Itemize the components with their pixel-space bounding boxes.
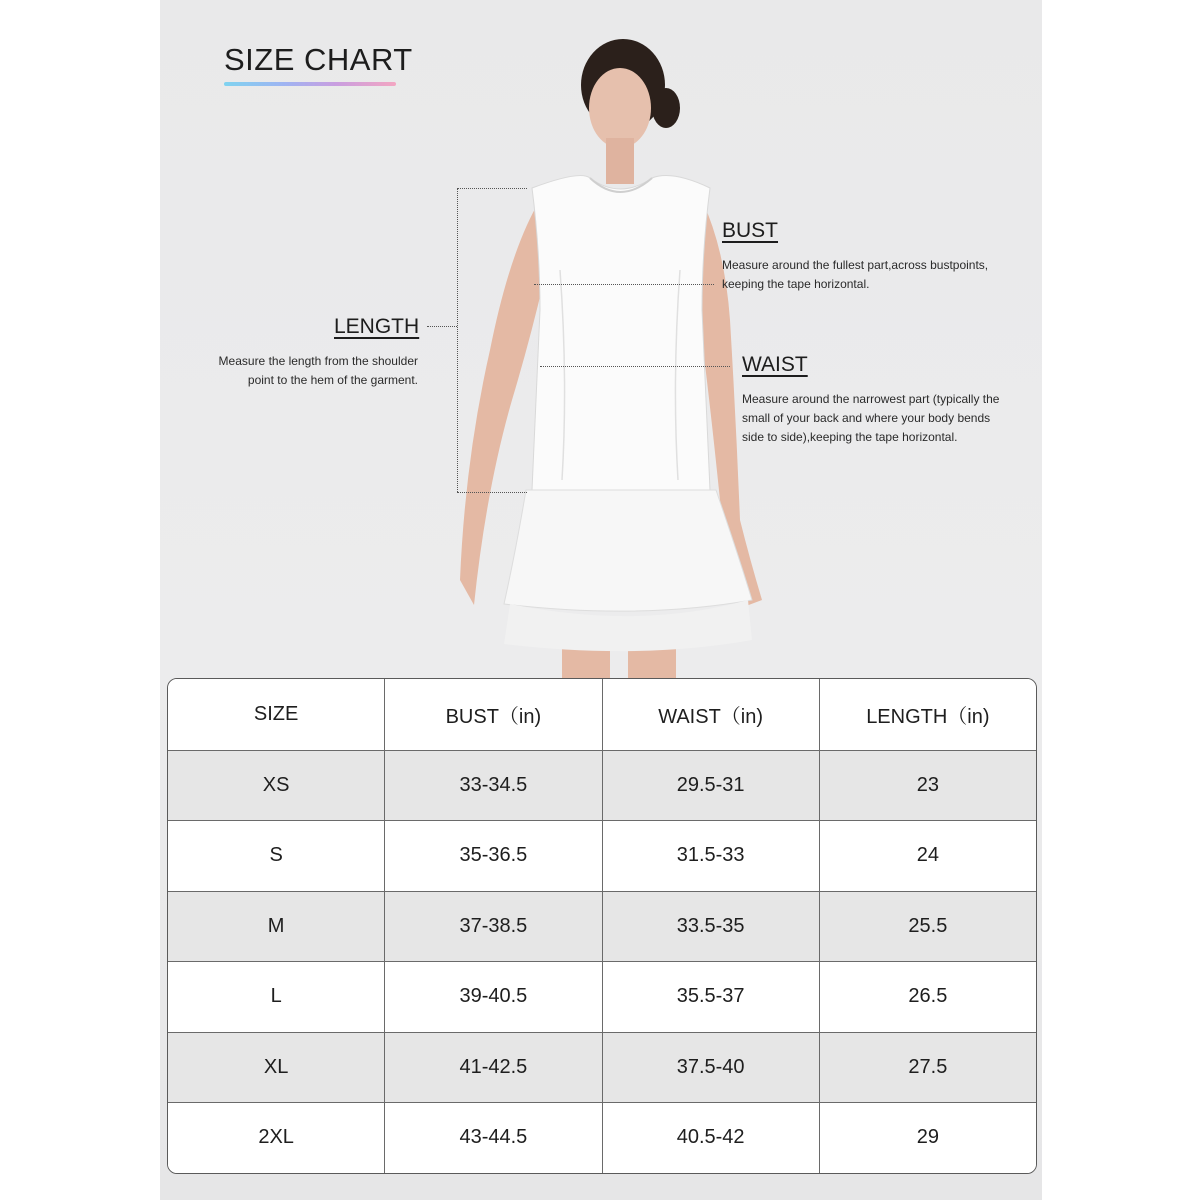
table-header-cell: WAIST（in) xyxy=(602,679,819,750)
table-cell: 43-44.5 xyxy=(384,1103,601,1173)
length-guide-vertical xyxy=(457,188,458,492)
size-table xyxy=(167,678,1037,1174)
table-header-cell: LENGTH（in) xyxy=(819,679,1036,750)
table-cell: L xyxy=(270,985,282,1008)
length-label-connector xyxy=(427,326,457,327)
length-guide-bottom xyxy=(457,492,527,493)
waist-guide xyxy=(540,366,730,367)
table-header-row xyxy=(168,679,1036,750)
page-title: SIZE CHART xyxy=(224,42,413,77)
waist-label: WAIST xyxy=(742,353,808,376)
table-cell: 37-38.5 xyxy=(384,892,601,962)
waist-desc-line: small of your back and where your body bends xyxy=(742,411,991,425)
table-row xyxy=(168,820,1036,891)
table-header-cell: BUST（in) xyxy=(384,679,601,750)
table-cell: 33.5-35 xyxy=(602,892,819,962)
table-cell: 29 xyxy=(819,1103,1036,1173)
table-cell: 35-36.5 xyxy=(384,821,601,891)
table-cell: 33-34.5 xyxy=(384,751,601,821)
table-cell: S xyxy=(269,844,283,867)
table-cell: XL xyxy=(263,1055,289,1078)
table-row xyxy=(168,891,1036,962)
bust-label: BUST xyxy=(722,219,779,242)
table-cell: 35.5-37 xyxy=(602,962,819,1032)
table-row xyxy=(168,1032,1036,1103)
waist-desc-line: Measure around the narrowest part (typically the xyxy=(742,392,1000,406)
table-cell: 41-42.5 xyxy=(384,1033,601,1103)
table-cell: 37.5-40 xyxy=(602,1033,819,1103)
bust-description xyxy=(722,256,988,294)
table-cell: M xyxy=(267,914,285,937)
table-cell: 39-40.5 xyxy=(384,962,601,1032)
table-cell: 31.5-33 xyxy=(602,821,819,891)
table-cell: 23 xyxy=(819,751,1036,821)
table-cell: 29.5-31 xyxy=(602,751,819,821)
table-row xyxy=(168,750,1036,821)
table-cell: 2XL xyxy=(258,1126,294,1149)
bust-desc-line: Measure around the fullest part,across bustpoints, xyxy=(722,258,989,272)
waist-description xyxy=(742,390,999,447)
model-illustration xyxy=(440,20,780,680)
length-desc-line: Measure the length from the shoulder xyxy=(218,354,418,368)
table-row xyxy=(168,961,1036,1032)
bust-guide xyxy=(534,284,714,285)
length-desc-line: point to the hem of the garment. xyxy=(247,373,418,387)
table-cell: 40.5-42 xyxy=(602,1103,819,1173)
waist-desc-line: side to side),keeping the tape horizontal. xyxy=(742,430,958,444)
table-row xyxy=(168,1102,1036,1173)
table-header-cell: SIZE xyxy=(253,702,299,725)
title-underline xyxy=(224,82,396,86)
table-cell: 24 xyxy=(819,821,1036,891)
table-cell: 27.5 xyxy=(819,1033,1036,1103)
table-cell: 26.5 xyxy=(819,962,1036,1032)
length-label: LENGTH xyxy=(334,315,420,338)
table-cell: 25.5 xyxy=(819,892,1036,962)
length-description xyxy=(190,352,418,390)
bust-desc-line: keeping the tape horizontal. xyxy=(722,277,870,291)
length-guide-top xyxy=(457,188,527,189)
table-cell: XS xyxy=(262,773,290,796)
